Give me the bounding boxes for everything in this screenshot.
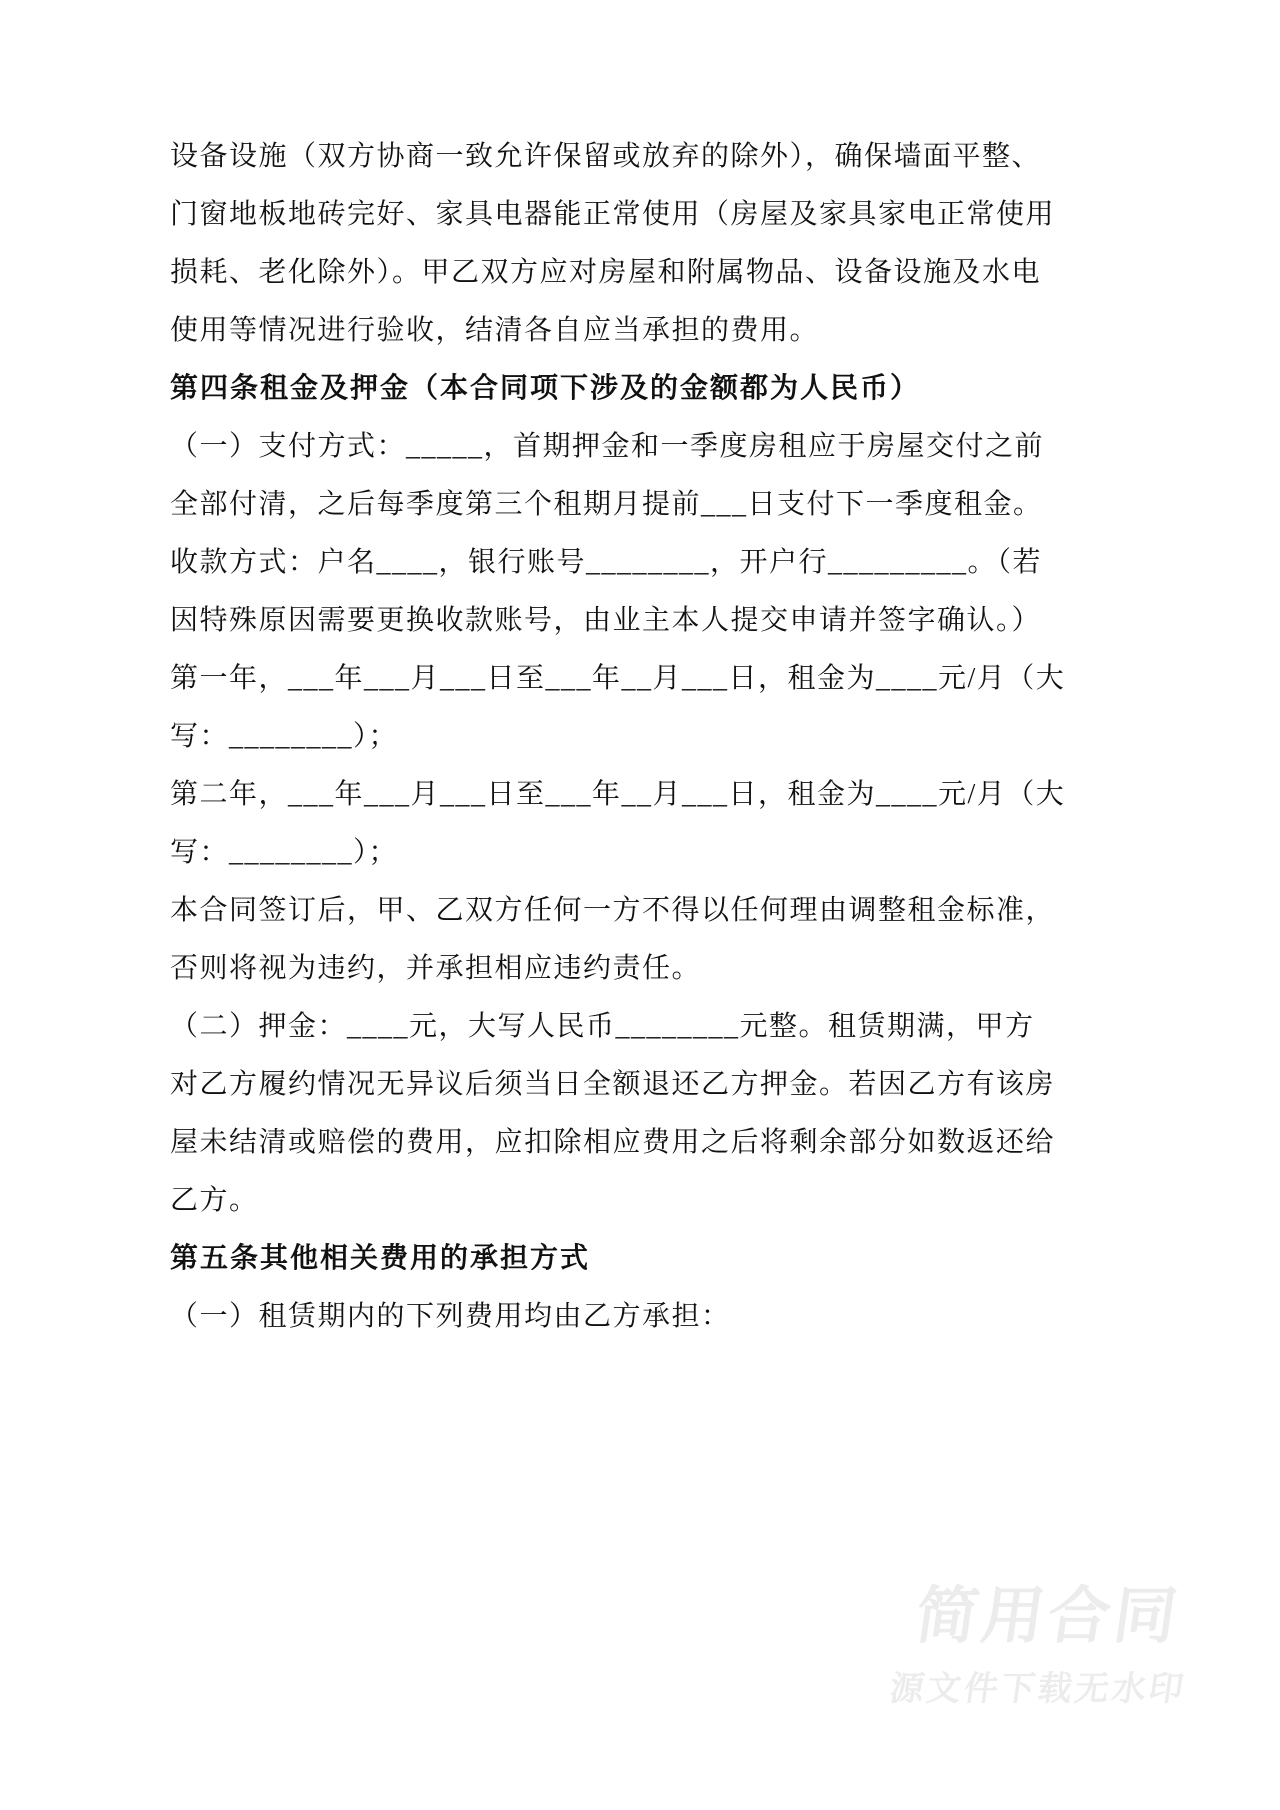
section-heading: 第五条其他相关费用的承担方式 [170, 1243, 591, 1274]
paragraph-line: 写：________）； [170, 721, 399, 752]
paragraph-line: 使用等情况进行验收，结清各自应当承担的费用。 [170, 315, 820, 346]
paragraph-line: 收款方式：户名____，银行账号________，开户行_________。（若 [170, 547, 1043, 578]
paragraph-line: （二）押金：____元，大写人民币________元整。租赁期满，甲方 [170, 1011, 1035, 1042]
paragraph-line: 写：________）； [170, 837, 399, 868]
paragraph-line: 屋未结清或赔偿的费用，应扣除相应费用之后将剩余部分如数返还给 [170, 1127, 1056, 1158]
paragraph-line: 第二年，___年___月___日至___年__月___日，租金为____元/月（大 [170, 779, 1066, 810]
paragraph-line: （一）租赁期内的下列费用均由乙方承担： [170, 1301, 731, 1332]
paragraph-line: 对乙方履约情况无异议后须当日全额退还乙方押金。若因乙方有该房 [170, 1069, 1056, 1100]
section-heading: 第四条租金及押金（本合同项下涉及的金额都为人民币） [170, 373, 921, 404]
document-lines [170, 128, 1066, 1346]
paragraph-line: 否则将视为违约，并承担相应违约责任。 [170, 953, 702, 984]
paragraph-line: 本合同签订后，甲、乙双方任何一方不得以任何理由调整租金标准， [170, 895, 1056, 926]
watermark-title: 简用合同 [911, 1582, 1185, 1651]
paragraph-line: 设备设施（双方协商一致允许保留或放弃的除外），确保墙面平整、 [170, 141, 1042, 172]
paragraph-line: 全部付清，之后每季度第三个租期月提前___日支付下一季度租金。 [170, 489, 1043, 520]
paragraph-line: 损耗、老化除外）。甲乙双方应对房屋和附属物品、设备设施及水电 [170, 257, 1042, 288]
watermark [887, 1582, 1201, 1708]
paragraph-line: 第一年，___年___月___日至___年__月___日，租金为____元/月（大 [170, 663, 1066, 694]
paragraph-line: 因特殊原因需要更换收款账号，由业主本人提交申请并签字确认。） [170, 605, 1042, 636]
paragraph-line: （一）支付方式：_____，首期押金和一季度房租应于房屋交付之前 [170, 431, 1045, 462]
paragraph-line: 门窗地板地砖完好、家具电器能正常使用（房屋及家具家电正常使用 [170, 199, 1056, 230]
watermark-subtitle: 源文件下载无水印 [887, 1670, 1189, 1708]
paragraph-line: 乙方。 [170, 1185, 259, 1216]
